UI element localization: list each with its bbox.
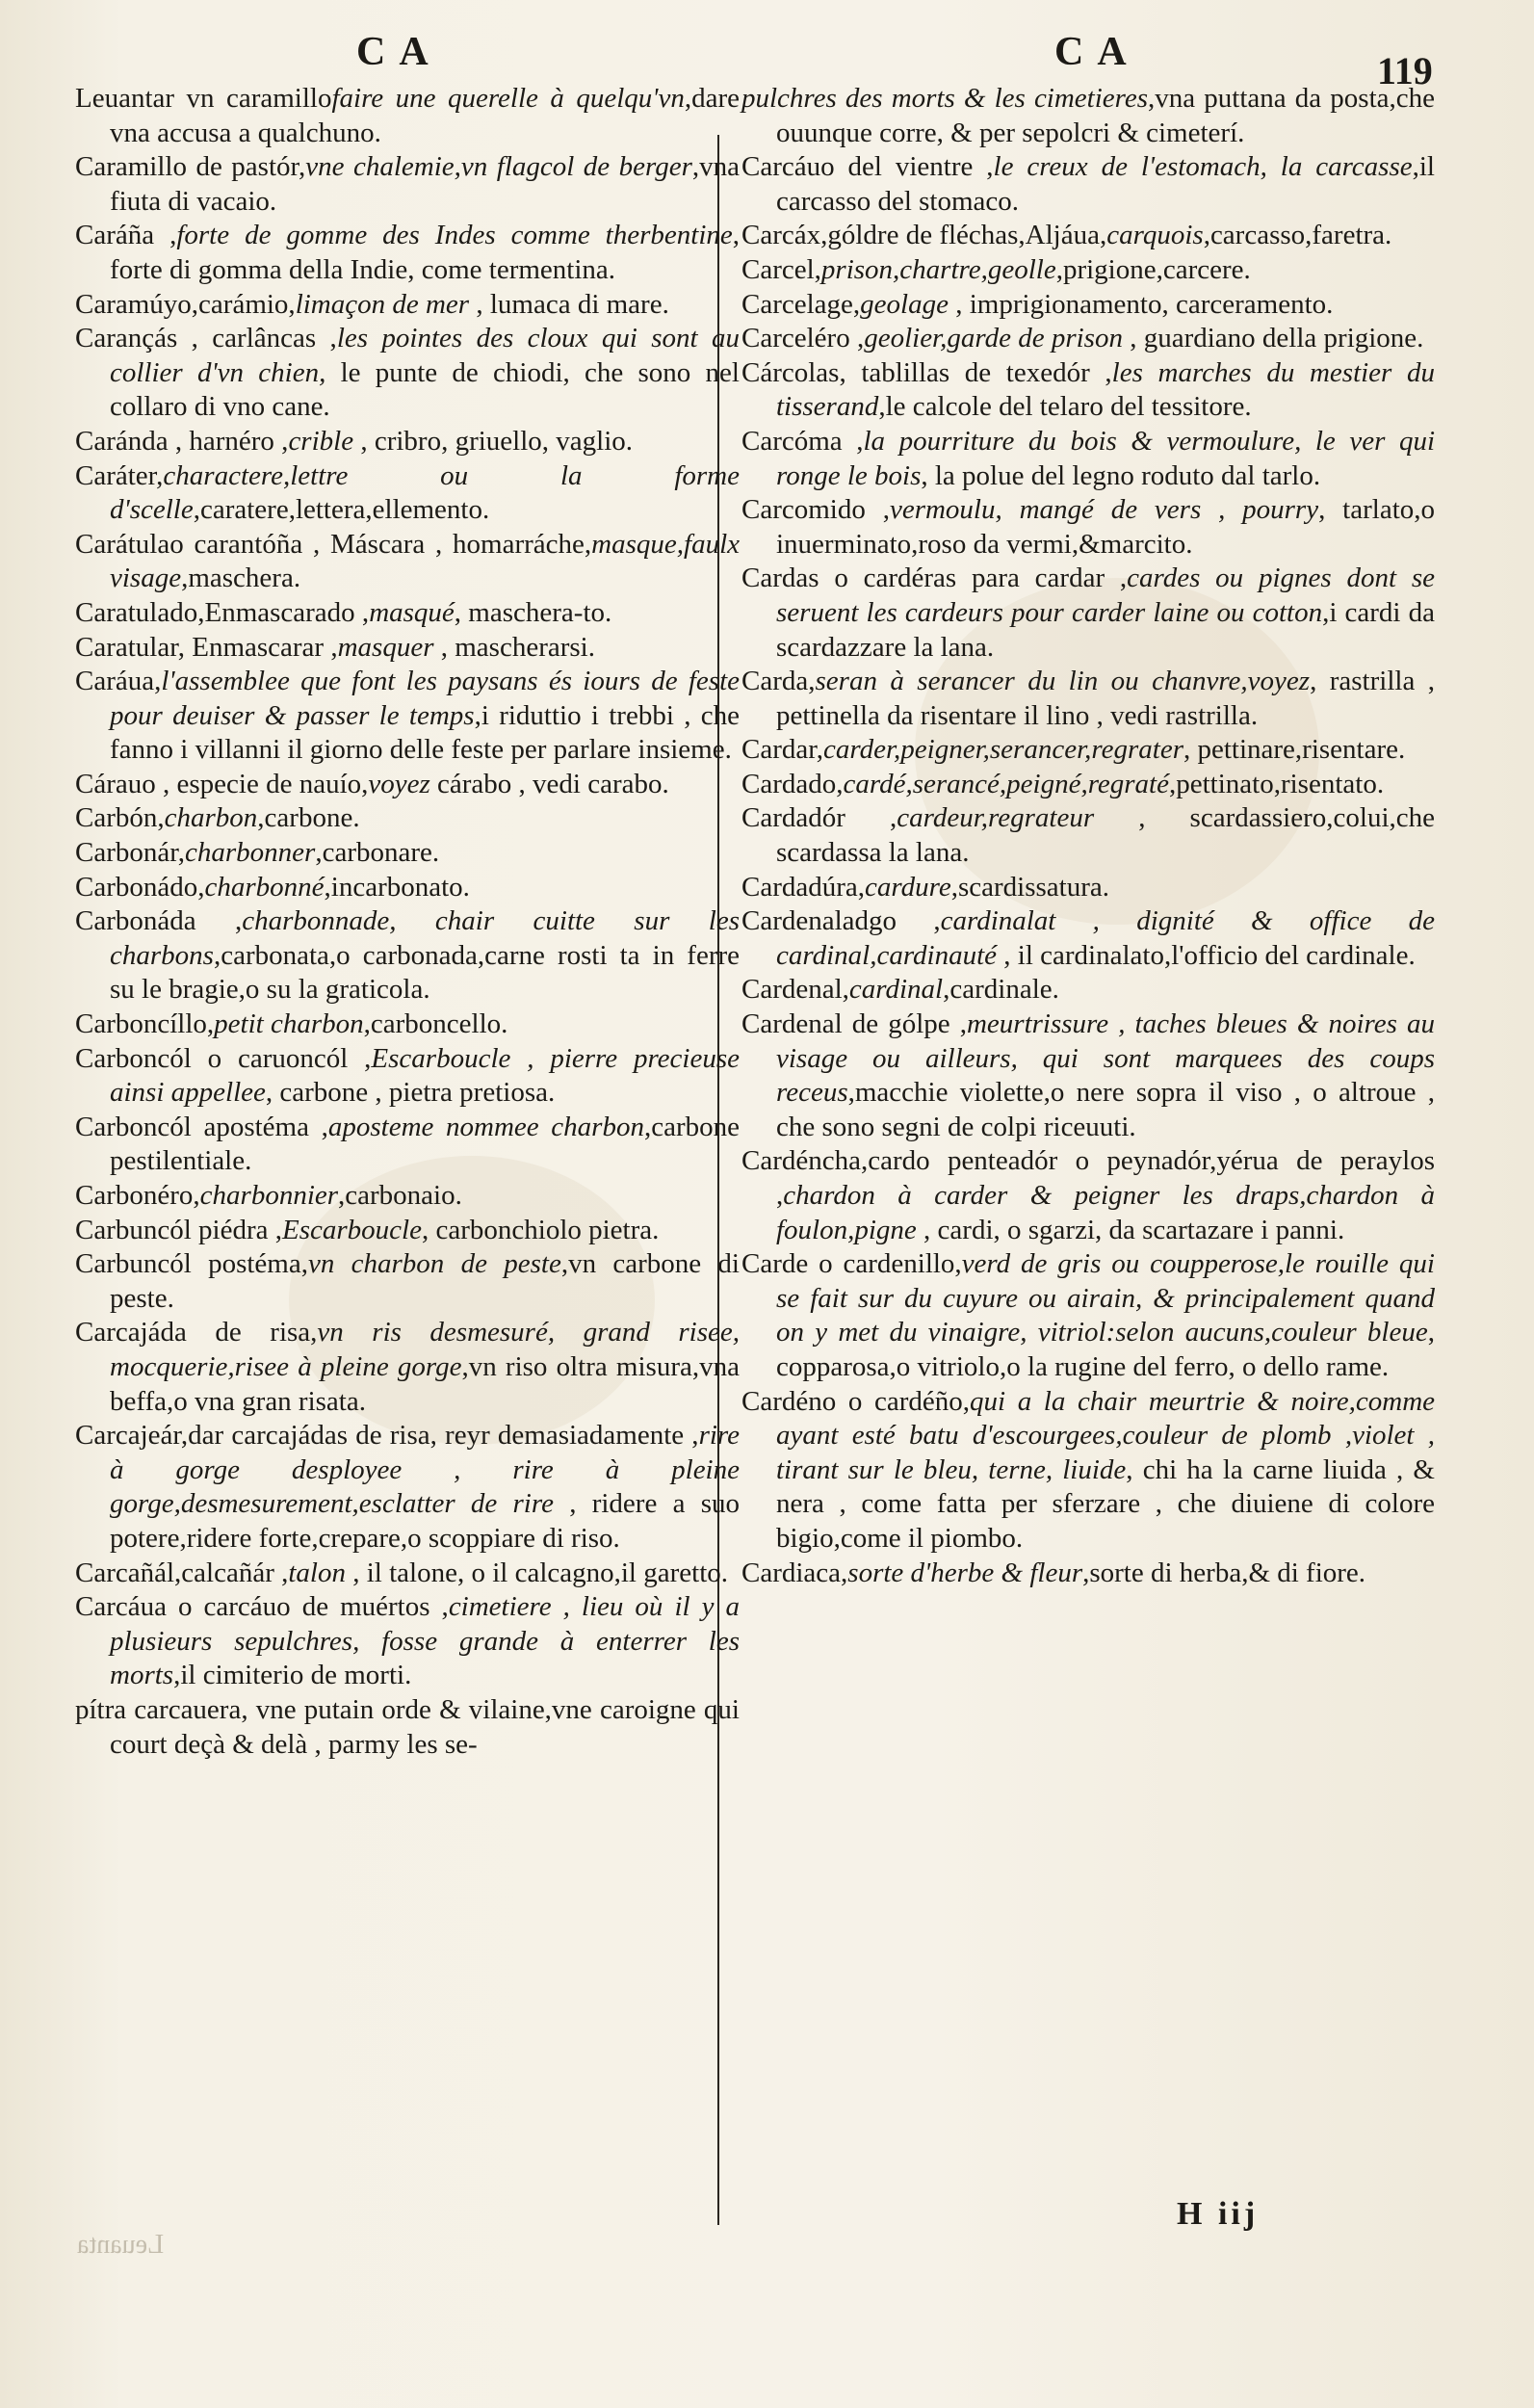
dictionary-entry xyxy=(741,253,1435,288)
entry-headword: Cardenal de gólpe , xyxy=(741,1008,967,1040)
dictionary-entry xyxy=(75,665,740,768)
entry-french-gloss: vn ris desmesuré, grand risee, mocquerie,risee à pleine gorge xyxy=(110,1317,740,1382)
dictionary-entry xyxy=(75,904,740,1008)
entry-italian-gloss: , copparosa,o vitriolo,o la rugine del ferro, o dello rame. xyxy=(776,1317,1435,1382)
entry-italian-gloss: ,maschera. xyxy=(181,563,301,594)
entry-italian-gloss: , il cardinalato,l'officio del cardinale. xyxy=(997,939,1416,971)
dictionary-entry xyxy=(75,1179,740,1214)
entry-french-gloss: carquois xyxy=(1106,220,1204,251)
entry-french-gloss: voyez xyxy=(368,768,430,799)
entry-italian-gloss: ,sorte di herba,& di fiore. xyxy=(1082,1557,1366,1588)
entry-headword: Carbonéro, xyxy=(75,1180,200,1211)
entry-italian-gloss: ,prigione,carcere. xyxy=(1055,253,1251,285)
entry-headword: Caratular, Enmascarar , xyxy=(75,631,338,663)
entry-italian-gloss: cárabo , vedi carabo. xyxy=(429,768,669,799)
dictionary-entry xyxy=(741,493,1435,562)
entry-french-gloss: les marches du mestier du tisserand xyxy=(776,356,1435,423)
entry-french-gloss: la pourriture du bois & vermoulure, le ver qui ronge le bois xyxy=(776,425,1435,491)
entry-headword: Carcomido , xyxy=(741,494,890,526)
dictionary-entry xyxy=(75,1693,740,1762)
entry-headword: Carbuncól piédra , xyxy=(75,1214,283,1245)
entry-french-gloss: cardé,serancé,peigné,regraté xyxy=(843,768,1169,799)
entry-headword: Leuantar vn caramillo xyxy=(75,83,332,114)
entry-headword: Cardado, xyxy=(741,768,844,799)
dictionary-entry xyxy=(75,871,740,905)
dictionary-entry xyxy=(75,836,740,871)
entry-french-gloss: meurtrissure , taches bleues & noires au visage ou ailleurs, qui sont marquees des coups receus xyxy=(776,1008,1435,1109)
entry-headword: Carceléro , xyxy=(741,323,865,354)
entry-french-gloss: vn charbon de peste xyxy=(307,1248,561,1280)
entry-french-gloss: aposteme nommee charbon xyxy=(327,1111,644,1142)
entry-french-gloss: Escarboucle xyxy=(282,1214,422,1245)
dictionary-entry xyxy=(75,1557,740,1591)
dictionary-entry xyxy=(75,768,740,802)
dictionary-entry xyxy=(741,1008,1435,1144)
entry-italian-gloss: ,il cimiterio de morti. xyxy=(173,1660,412,1691)
entry-italian-gloss: ,cardinale. xyxy=(943,974,1059,1006)
entry-headword: Carboncól o caruoncól , xyxy=(75,1042,372,1074)
entry-headword: Carcajáda de risa, xyxy=(75,1317,318,1348)
entry-french-gloss: cardinal xyxy=(848,974,944,1006)
dictionary-entry xyxy=(741,1247,1435,1384)
entry-headword: Carbonár, xyxy=(75,837,185,869)
dictionary-entry xyxy=(741,871,1435,905)
running-head-right: CA xyxy=(1054,30,1140,74)
dictionary-entry xyxy=(75,1008,740,1042)
entry-french-gloss: vermoulu, mangé de vers , pourry xyxy=(889,494,1319,526)
dictionary-entry xyxy=(741,665,1435,733)
entry-italian-gloss: ,incarbonato. xyxy=(324,871,470,903)
dictionary-entry xyxy=(741,356,1435,425)
entry-french-gloss: charbon xyxy=(164,802,258,834)
entry-italian-gloss: , forte di gomma della Indie, come termentina. xyxy=(110,220,740,285)
entry-italian-gloss: , maschera-to. xyxy=(454,596,612,628)
entry-headword: Carcañál,calcañár , xyxy=(75,1557,289,1588)
entry-french-gloss: charactere,lettre ou la forme d'scelle xyxy=(110,459,740,526)
entry-italian-gloss: , la polue del legno roduto dal tarlo. xyxy=(921,459,1321,491)
entry-italian-gloss: ,carbonaio. xyxy=(338,1180,462,1211)
entry-headword: Carbón, xyxy=(75,802,165,834)
entry-italian-gloss: ,carbonare. xyxy=(315,837,440,869)
entry-italian-gloss: ,le calcole del telaro del tessitore. xyxy=(878,391,1252,423)
entry-french-gloss: charbonnade, chair cuitte sur les charbons xyxy=(110,905,740,971)
entry-italian-gloss: ,dare vna accusa a qualchuno. xyxy=(110,83,741,148)
dictionary-entry xyxy=(75,631,740,666)
dictionary-entry xyxy=(75,1214,740,1248)
entry-french-gloss: faire une querelle à quelqu'vn xyxy=(331,83,685,114)
dictionary-entry xyxy=(75,1419,740,1556)
dictionary-entry xyxy=(741,82,1435,150)
entry-french-gloss: vne chalemie,vn flagcol de berger xyxy=(305,151,692,183)
entry-french-gloss: rire à gorge desployee , rire à pleine gorge,desmesurement,esclatter de rire xyxy=(110,1420,740,1520)
entry-french-gloss: cardinalat , dignité & office de cardinal,cardinauté xyxy=(776,905,1436,971)
entry-french-gloss: les pointes des cloux qui sont au collier d'vn chien, xyxy=(110,323,740,388)
entry-headword: Caráter, xyxy=(75,459,164,491)
entry-headword: Cardar, xyxy=(741,734,823,766)
entry-headword: Cardas o cardéras para cardar , xyxy=(741,563,1128,594)
entry-headword: Carbuncól postéma, xyxy=(75,1248,308,1280)
entry-italian-gloss: ,il carcasso del stomaco. xyxy=(776,151,1435,217)
entry-headword: Carbonádo, xyxy=(75,871,205,903)
entry-french-gloss: cardure xyxy=(865,871,951,903)
entry-french-gloss: charbonnier xyxy=(199,1180,339,1211)
entry-headword: Cardéno o cardéño, xyxy=(741,1385,971,1417)
entry-headword: Cárcolas, tablillas de texedór , xyxy=(741,356,1112,388)
entry-headword: Cardadúra, xyxy=(741,871,866,903)
entry-french-gloss: masqué xyxy=(369,596,455,628)
entry-italian-gloss: ,carbone. xyxy=(257,802,360,834)
entry-headword: Cardadór , xyxy=(741,802,897,834)
entry-italian-gloss: ,macchie violette,o nere sopra il viso , o altroue , che sono segni de colpi riceuuti. xyxy=(776,1077,1435,1142)
entry-italian-gloss: , imprigionamento, carceramento. xyxy=(948,288,1334,320)
dictionary-entry xyxy=(75,1316,740,1419)
entry-headword: Carde o cardenillo, xyxy=(741,1248,962,1280)
entry-french-gloss: le creux de l'estomach, la carcasse xyxy=(993,151,1413,183)
entry-italian-gloss: , rastrilla , pettinella da risentare il lino , vedi rastrilla. xyxy=(776,666,1435,731)
entry-french-gloss: masque,faulx visage xyxy=(110,528,740,594)
entry-italian-gloss: ,pettinato,risentato. xyxy=(1168,768,1385,799)
entry-french-gloss: seran à serancer du lin ou chanvre,voyez xyxy=(815,666,1311,697)
dictionary-entry xyxy=(75,459,740,528)
dictionary-entry xyxy=(75,528,740,596)
entry-italian-gloss: ,carbonata,o carbonada,carne rosti ta in ferre su le bragie,o su la graticola. xyxy=(110,939,740,1006)
entry-headword: Carátulao carantóña , Máscara , homarráche, xyxy=(75,528,592,560)
dictionary-entry xyxy=(75,801,740,836)
entry-headword: Caráua, xyxy=(75,666,162,697)
entry-french-gloss: cardes ou pignes dont se seruent les cardeurs pour carder laine ou cotton xyxy=(776,563,1435,628)
entry-french-gloss: qui a la chair meurtrie & noire,comme ayant esté batu d'escourgees,couleur de plomb ,violet , tirant sur le bleu, terne, liuide xyxy=(776,1385,1436,1485)
dictionary-entry xyxy=(741,562,1435,665)
entry-italian-gloss: pítra carcauera, vne putain orde & vilaine,vne caroigne qui court deçà & delà , parmy les se- xyxy=(75,1693,740,1760)
entry-french-gloss: l'assemblee que font les paysans és iours de feste pour deuiser & passer le temps xyxy=(110,666,740,731)
dictionary-entry xyxy=(741,973,1435,1008)
entry-headword: Cárauo , especie de nauío, xyxy=(75,768,369,799)
entry-italian-gloss: , cribro, griuello, vaglio. xyxy=(353,425,634,457)
entry-italian-gloss: ,scardissatura. xyxy=(950,871,1109,903)
dictionary-entry xyxy=(741,219,1435,253)
entry-italian-gloss: , pettinare,risentare. xyxy=(1183,734,1406,766)
dictionary-entry xyxy=(741,1144,1435,1247)
entry-french-gloss: verd de gris ou coupperose,le rouille qui se fait sur du cuyure ou airain, & principalement quand on y met du vinaigre, vitriol:selon aucuns,couleur bleue xyxy=(776,1248,1435,1348)
entry-headword: Carcáx,góldre de fléchas,Aljáua, xyxy=(741,220,1107,251)
entry-french-gloss: forte de gomme des Indes comme therbentine xyxy=(176,220,733,251)
entry-french-gloss: petit charbon xyxy=(214,1008,364,1040)
entry-french-gloss: Escarboucle , pierre precieuse ainsi appellee xyxy=(110,1042,740,1109)
entry-french-gloss: chardon à carder & peigner les draps,chardon à foulon,pigne xyxy=(776,1180,1435,1245)
entry-headword: Carboncíllo, xyxy=(75,1008,215,1040)
entry-headword: Carbonáda , xyxy=(75,905,243,937)
entry-italian-gloss: , il talone, o il calcagno,il garetto. xyxy=(346,1557,729,1588)
entry-italian-gloss: ,vna fiuta di vacaio. xyxy=(110,151,740,217)
entry-french-gloss: pulchres des morts & les cimetieres xyxy=(741,83,1149,114)
running-head-left: CA xyxy=(356,30,442,74)
entry-headword: Cardenaladgo , xyxy=(741,905,941,937)
entry-headword: Cardenal, xyxy=(741,974,849,1006)
dictionary-entry xyxy=(741,904,1435,973)
entry-french-gloss: charbonné xyxy=(204,871,325,903)
dictionary-entry xyxy=(75,1042,740,1111)
entry-french-gloss: crible xyxy=(288,425,354,457)
dictionary-entry xyxy=(741,288,1435,323)
entry-headword: Carcel, xyxy=(741,253,821,285)
entry-italian-gloss: , guardiano della prigione. xyxy=(1122,323,1424,354)
entry-italian-gloss: ,vna puttana da posta,che ouunque corre, & per sepolcri & cimeterí. xyxy=(776,83,1435,148)
entry-italian-gloss: , lumaca di mare. xyxy=(469,288,669,320)
right-column xyxy=(741,82,1435,1590)
entry-italian-gloss: ,i riduttio i trebbi , che fanno i villanni il giorno delle feste per parlare insieme. xyxy=(110,699,741,766)
entry-headword: Carcajeár,dar carcajádas de risa, reyr demasiadamente , xyxy=(75,1420,699,1452)
entry-headword: Carboncól apostéma , xyxy=(75,1111,328,1142)
entry-french-gloss: cimetiere , lieu où il y a plusieurs sepulchres, fosse grande à enterrer les morts xyxy=(110,1591,740,1691)
bleed-through-text: Leuanta xyxy=(77,2230,165,2260)
dictionary-entry xyxy=(741,801,1435,870)
entry-italian-gloss: , ridere a suo potere,ridere forte,crepare,o scoppiare di riso. xyxy=(110,1488,740,1554)
dictionary-entry xyxy=(75,322,740,425)
entry-italian-gloss: , tarlato,o inuerminato,roso da vermi,&marcito. xyxy=(776,494,1435,560)
entry-italian-gloss: , scardassiero,colui,che scardassa la lana. xyxy=(776,802,1435,869)
entry-italian-gloss: , carbonchiolo pietra. xyxy=(421,1214,660,1245)
entry-italian-gloss: ,vn riso oltra misura,vna beffa,o vna gran risata. xyxy=(110,1350,740,1417)
entry-french-gloss: sorte d'herbe & fleur xyxy=(847,1557,1083,1588)
entry-french-gloss: limaçon de mer xyxy=(295,288,470,320)
entry-italian-gloss: le punte de chiodi, che sono nel collaro di vno cane. xyxy=(110,356,740,423)
entry-italian-gloss: , mascherarsi. xyxy=(433,631,595,663)
dictionary-entry xyxy=(741,150,1435,219)
entry-italian-gloss: , cardi, o sgarzi, da scartazare i panni. xyxy=(916,1214,1345,1245)
entry-italian-gloss: , chi ha la carne liuida , & nera , come fatta per sferzare , che diuiene di colore bigio,come il piombo. xyxy=(776,1453,1435,1554)
entry-italian-gloss: , carbone , pietra pretiosa. xyxy=(265,1077,556,1109)
dictionary-entry xyxy=(75,150,740,219)
entry-headword: Caráña , xyxy=(75,220,177,251)
signature-mark: H iij xyxy=(1177,2196,1260,2232)
entry-italian-gloss: ,i cardi da scardazzare la lana. xyxy=(776,596,1435,663)
dictionary-entry xyxy=(75,288,740,323)
dictionary-entry xyxy=(741,1385,1435,1557)
entry-headword: Carcáua o carcáuo de muértos , xyxy=(75,1591,449,1623)
entry-headword: Carcáuo del vientre , xyxy=(741,151,994,183)
entry-italian-gloss: ,vn carbone di peste. xyxy=(110,1248,740,1314)
entry-headword: Carcelage, xyxy=(741,288,861,320)
entry-french-gloss: prison,chartre,geolle xyxy=(820,253,1056,285)
dictionary-entry xyxy=(75,425,740,459)
entry-headword: Carda, xyxy=(741,666,816,697)
entry-french-gloss: masquer xyxy=(337,631,434,663)
dictionary-entry xyxy=(75,1247,740,1316)
dictionary-entry xyxy=(75,219,740,287)
entry-french-gloss: geolage xyxy=(860,288,949,320)
entry-italian-gloss: ,carboncello. xyxy=(363,1008,508,1040)
entry-french-gloss: geolier,garde de prison xyxy=(864,323,1123,354)
entry-headword: Cardéncha,cardo penteadór o peynadór,yérua de peraylos , xyxy=(741,1145,1435,1211)
page-number: 119 xyxy=(1377,49,1433,92)
entry-italian-gloss: ,carbone pestilentiale. xyxy=(110,1111,740,1177)
dictionary-entry xyxy=(741,425,1435,493)
entry-italian-gloss: ,caratere,lettera,ellemento. xyxy=(193,494,490,526)
entry-headword: Carcóma , xyxy=(741,425,864,457)
dictionary-entry xyxy=(741,733,1435,768)
entry-headword: Caránda , harnéro , xyxy=(75,425,289,457)
entry-headword: Caramúyo,carámio, xyxy=(75,288,296,320)
entry-french-gloss: carder,peigner,serancer,regrater xyxy=(823,734,1183,766)
left-column xyxy=(75,82,740,1762)
dictionary-entry xyxy=(75,82,740,150)
entry-headword: Caratulado,Enmascarado , xyxy=(75,596,370,628)
entry-french-gloss: talon xyxy=(288,1557,346,1588)
dictionary-entry xyxy=(75,1590,740,1693)
entry-italian-gloss: ,carcasso,faretra. xyxy=(1203,220,1392,251)
dictionary-entry xyxy=(75,1111,740,1179)
entry-headword: Carançás , carlâncas , xyxy=(75,323,337,354)
dictionary-entry xyxy=(741,1557,1435,1591)
dictionary-entry xyxy=(75,596,740,631)
entry-french-gloss: cardeur,regrateur xyxy=(897,802,1095,834)
entry-headword: Caramillo de pastór, xyxy=(75,151,306,183)
entry-french-gloss: charbonner xyxy=(185,837,316,869)
entry-headword: Cardiaca, xyxy=(741,1557,848,1588)
dictionary-entry xyxy=(741,768,1435,802)
dictionary-entry xyxy=(741,322,1435,356)
